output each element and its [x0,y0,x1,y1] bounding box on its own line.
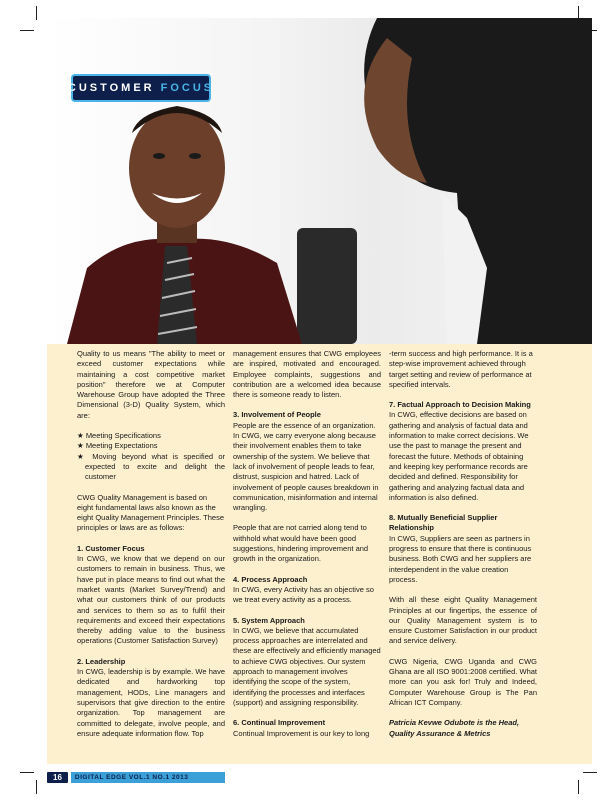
quality-dimensions-list [77,431,225,482]
page-number: 16 [47,772,68,783]
list-item: ★ Meeting Expectations [77,441,158,451]
column-1 [77,349,225,749]
star-icon: ★ [77,431,86,441]
factual-approach-paragraph: In CWG, effective decisions are based on gathering and analysis of factual data and information to make correct decisions. We use the past to manage the present and forecast the future. Methods of obtaining and keeping key performance records are decided and defined. Responsibility for gathering and analyzing factual data and information is also defined. [389,410,529,502]
star-icon: ★ [77,441,86,451]
customer-focus-paragraph: In CWG, we know that we depend on our customers to remain in business. Thus, we have put in place means to find out what the market wants (Market Survey/Trend) and what our customers think of our products and services to them so as to fulfil their requirements and exceed their expectations thereby adding value to the business operations (Customer Satisfaction Survey) [77,554,225,646]
author-signature: Patricia Kevwe Odubote is the Head, Quality Assurance & Metrics [389,718,520,738]
crop-mark [36,780,37,794]
page-footer [47,770,247,784]
heading-customer-focus: 1. Customer Focus [77,543,145,553]
leadership-paragraph: In CWG, leadership is by example. We have dedicated and hardworking top management, HODs, Line managers and supervisors that give direction to the entire organization. Top management are committed to delegate, involve people, and ensure adequate information flow. Top [77,667,225,738]
section-tag-word2: FOCUS [160,82,215,94]
publication-name: DIGITAL EDGE VOL.1 NO.1 2013 [71,772,225,783]
heading-factual-approach: 7. Factual Approach to Decision Making [389,400,531,410]
supplier-paragraph: In CWG, Suppliers are seen as partners in progress to ensure that there is continuous business. Both CWG and her suppliers are interdependent in the value creation process. [389,533,532,584]
crop-mark [20,30,34,31]
heading-continual-improvement: 6. Continual Improvement [233,718,326,728]
system-approach-paragraph: In CWG, we believe that accumulated process approaches are interrelated and these are effectively and efficiently managed to achieve CWG objectives. Our system approach to management involves identifying the scope of the system, identifying the processes and interfaces (support) and assigning responsibility. [233,625,381,707]
section-tag [67,76,215,100]
heading-leadership: 2. Leadership [77,656,126,666]
crop-mark [583,772,597,773]
crop-mark [578,780,579,794]
article-body [47,344,592,764]
column-2 [233,349,381,749]
long-term-paragraph: -term success and high performance. It is a step-wise improvement achieved through target setting and review of performance at specified intervals. [389,349,533,389]
crop-mark [36,6,37,20]
star-icon: ★ [77,451,93,461]
iso-paragraph: CWG Nigeria, CWG Uganda and CWG Ghana are all ISO 9001:2008 certified. What more can you ask for! Truly and Indeed, Computer Warehouse Group is The Pan African ICT Company. [389,656,537,707]
list-item: ★ Meeting Specifications [77,431,161,441]
process-approach-paragraph: In CWG, every Activity has an objective so we treat every activity as a process. [233,584,374,605]
summary-paragraph: With all these eight Quality Management Principles at our fingertips, the essence of our Quality Management system is to ensure Customer Satisfaction in our product and service delivery. [389,595,537,646]
column-3 [389,349,537,749]
principles-paragraph: CWG Quality Management is based on eight fundamental laws also known as the eight Quality Management Principles. These principles or laws are as follows: [77,492,225,533]
header-photo [47,18,592,344]
heading-process-approach: 4. Process Approach [233,574,308,584]
continual-improvement-paragraph: Continual Improvement is our key to long [233,728,370,738]
heading-system-approach: 5. System Approach [233,615,305,625]
crop-mark [20,772,34,773]
heading-supplier-relationship: 8. Mutually Beneficial Supplier Relationship [389,513,498,533]
involvement-paragraph-2: People that are not carried along tend to withhold what would have been good suggestions, hindering improvement and growth in the organization. [233,523,369,564]
list-item: ★ Moving beyond what is specified or expected to excite and delight the customer [77,451,226,482]
involvement-paragraph: People are the essence of an organization. In CWG, we carry everyone along because their involvement enables them to take ownership of the system. We believe that lack of involvement of people leads to fear, distrust, suspicion and hatred. Lack of involvement of people causes breakdown in communication, misinformation and internal wrangling. [233,420,379,513]
section-tag-word1: CUSTOMER [67,82,155,94]
management-paragraph: management ensures that CWG employees are inspired, motivated and encouraged. Employee complaints, suggestions and contribution are a welcomed idea because there is someone ready to listen. [233,349,381,400]
photo-illustration [47,18,592,344]
intro-paragraph: Quality to us means "The ability to meet or exceed customer expectations while maintaining a cost competitive market position" therefore we at Computer Warehouse Group have adopted the Three Dimensional (3-D) Quality System, which are: [77,349,225,420]
heading-involvement: 3. Involvement of People [233,410,321,420]
